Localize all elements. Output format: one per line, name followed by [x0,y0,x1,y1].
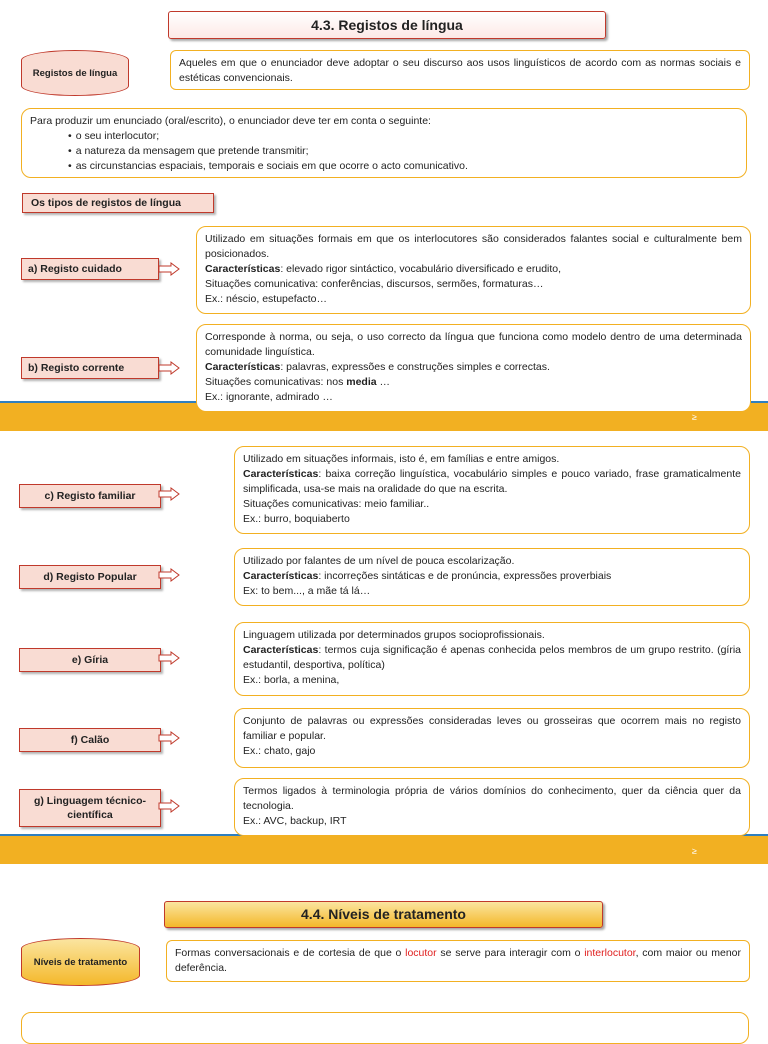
register-desc-line: Corresponde à norma, ou seja, o uso correcto da língua que funciona como modelo dentro de uma determinada comunidade linguística. [205,331,742,358]
registos-definition-text: Aqueles em que o enunciador deve adoptar o seu discurso aos usos linguísticos de acordo com as normas sociais e estéticas convencionais. [179,57,741,84]
register-desc-line: Situações comunicativas: meio familiar.. [243,498,430,510]
register-desc-line: Utilizado em situações informais, isto é, em famílias e entre amigos. [243,453,560,465]
register-label-cuidado: a) Registo cuidado [21,258,159,280]
register-desc-line [243,569,741,584]
ellipsis-text: … [376,376,391,388]
register-desc-line: Linguagem utilizada por determinados grupos socioprofissionais. [243,629,545,641]
arrow-right-icon [158,731,180,745]
media-term: media [346,376,377,388]
intro-bullets [30,129,738,174]
section-title-4-3: 4.3. Registos de língua [168,11,606,39]
register-desc-line: Utilizado por falantes de um nível de pouca escolarização. [243,555,515,567]
arrow-right-icon [158,568,180,582]
characteristics-text: : termos cuja significação é apenas conhecida pelos membros de um grupo restrito. (gíria estudantil, desportiva, política) [243,644,741,671]
register-desc-line [243,643,741,673]
definition-text: Formas conversacionais e de cortesia de que o [175,947,406,959]
register-desc-giria [234,622,750,696]
page-footer-band [0,836,768,864]
register-desc-line [205,360,742,375]
register-desc-line: Situações comunicativa: conferências, discursos, sermões, formaturas… [205,278,544,290]
characteristics-label: Características [243,468,319,480]
register-desc-calao [234,708,750,768]
next-content-box [21,1012,749,1044]
register-desc-line [205,375,742,390]
bullet-item: • a natureza da mensagem que pretende transmitir; [68,144,738,159]
definition-text: , com maior ou menor deferência. [175,947,742,974]
register-label-familiar: c) Registo familiar [19,484,161,508]
bullet-item: • as circunstancias espaciais, temporais e sociais em que ocorre o acto comunicativo. [68,159,738,174]
niveis-definition-box [166,940,750,982]
niveis-cylinder-label: Níveis de tratamento [21,938,140,986]
register-label-popular: d) Registo Popular [19,565,161,589]
register-desc-line [205,262,742,277]
register-desc-familiar [234,446,750,534]
register-example: Ex.: AVC, backup, IRT [243,815,347,827]
arrow-right-icon [158,487,180,501]
register-label-calao: f) Calão [19,728,161,752]
register-desc-cuidado [196,226,751,314]
register-desc-line: Conjunto de palavras ou expressões consideradas leves ou grosseiras que ocorrem mais no registo familiar e popular. [243,715,741,742]
locutor-term: locutor [405,947,437,959]
characteristics-text: : incorreções sintáticas e de pronúncia, expressões proverbiais [318,570,612,582]
arrow-right-icon [158,799,180,813]
register-desc-line [243,467,741,497]
bullet-item: • o seu interlocutor; [68,129,738,144]
register-desc-corrente [196,324,751,412]
register-label-giria: e) Gíria [19,648,161,672]
arrow-right-icon [158,262,180,276]
intro-text: Para produzir um enunciado (oral/escrito), o enunciador deve ter em conta o seguinte: [30,115,431,127]
register-desc-popular [234,548,750,606]
characteristics-label: Características [243,570,319,582]
register-label-tecnico: g) Linguagem técnico- científica [19,789,161,827]
register-example: Ex.: chato, gajo [243,745,316,757]
registos-definition-box [170,50,750,90]
section-title-4-4: 4.4. Níveis de tratamento [164,901,603,928]
registos-cylinder-label: Registos de língua [21,50,129,96]
page-mark: ≥ [692,412,697,422]
register-example: Ex: to bem..., a mãe tá lá… [243,585,371,597]
register-label-corrente: b) Registo corrente [21,357,159,379]
register-desc-tecnico [234,778,750,836]
intro-box [21,108,747,178]
characteristics-label: Características [205,361,281,373]
characteristics-text: : baixa correção linguística, vocabulário simples e pouco variado, frase gramaticalmente simplificada, usa-se mais na oralidade do que na escrita. [243,468,741,495]
register-desc-line: Utilizado em situações formais em que os interlocutores são considerados falantes social e culturalmente bem posicionados. [205,233,742,260]
page-mark: ≥ [692,846,697,856]
arrow-right-icon [158,361,180,375]
types-heading: Os tipos de registos de língua [22,193,214,213]
definition-text: se serve para interagir com o [436,947,585,959]
characteristics-text: : palavras, expressões e construções simples e correctas. [280,361,550,373]
register-example: Ex.: borla, a menina, [243,674,340,686]
characteristics-label: Características [243,644,319,656]
register-example: Ex.: néscio, estupefacto… [205,293,327,305]
characteristics-label: Características [205,263,281,275]
interlocutor-term: interlocutor [584,947,636,959]
register-desc-line: Termos ligados à terminologia própria de vários domínios do conhecimento, quer da ciência quer da tecnologia. [243,785,741,812]
register-example: Ex.: burro, boquiaberto [243,513,350,525]
situations-text: Situações comunicativas: nos [205,376,347,388]
arrow-right-icon [158,651,180,665]
characteristics-text: : elevado rigor sintáctico, vocabulário diversificado e erudito, [280,263,562,275]
register-example: Ex.: ignorante, admirado … [205,391,333,403]
